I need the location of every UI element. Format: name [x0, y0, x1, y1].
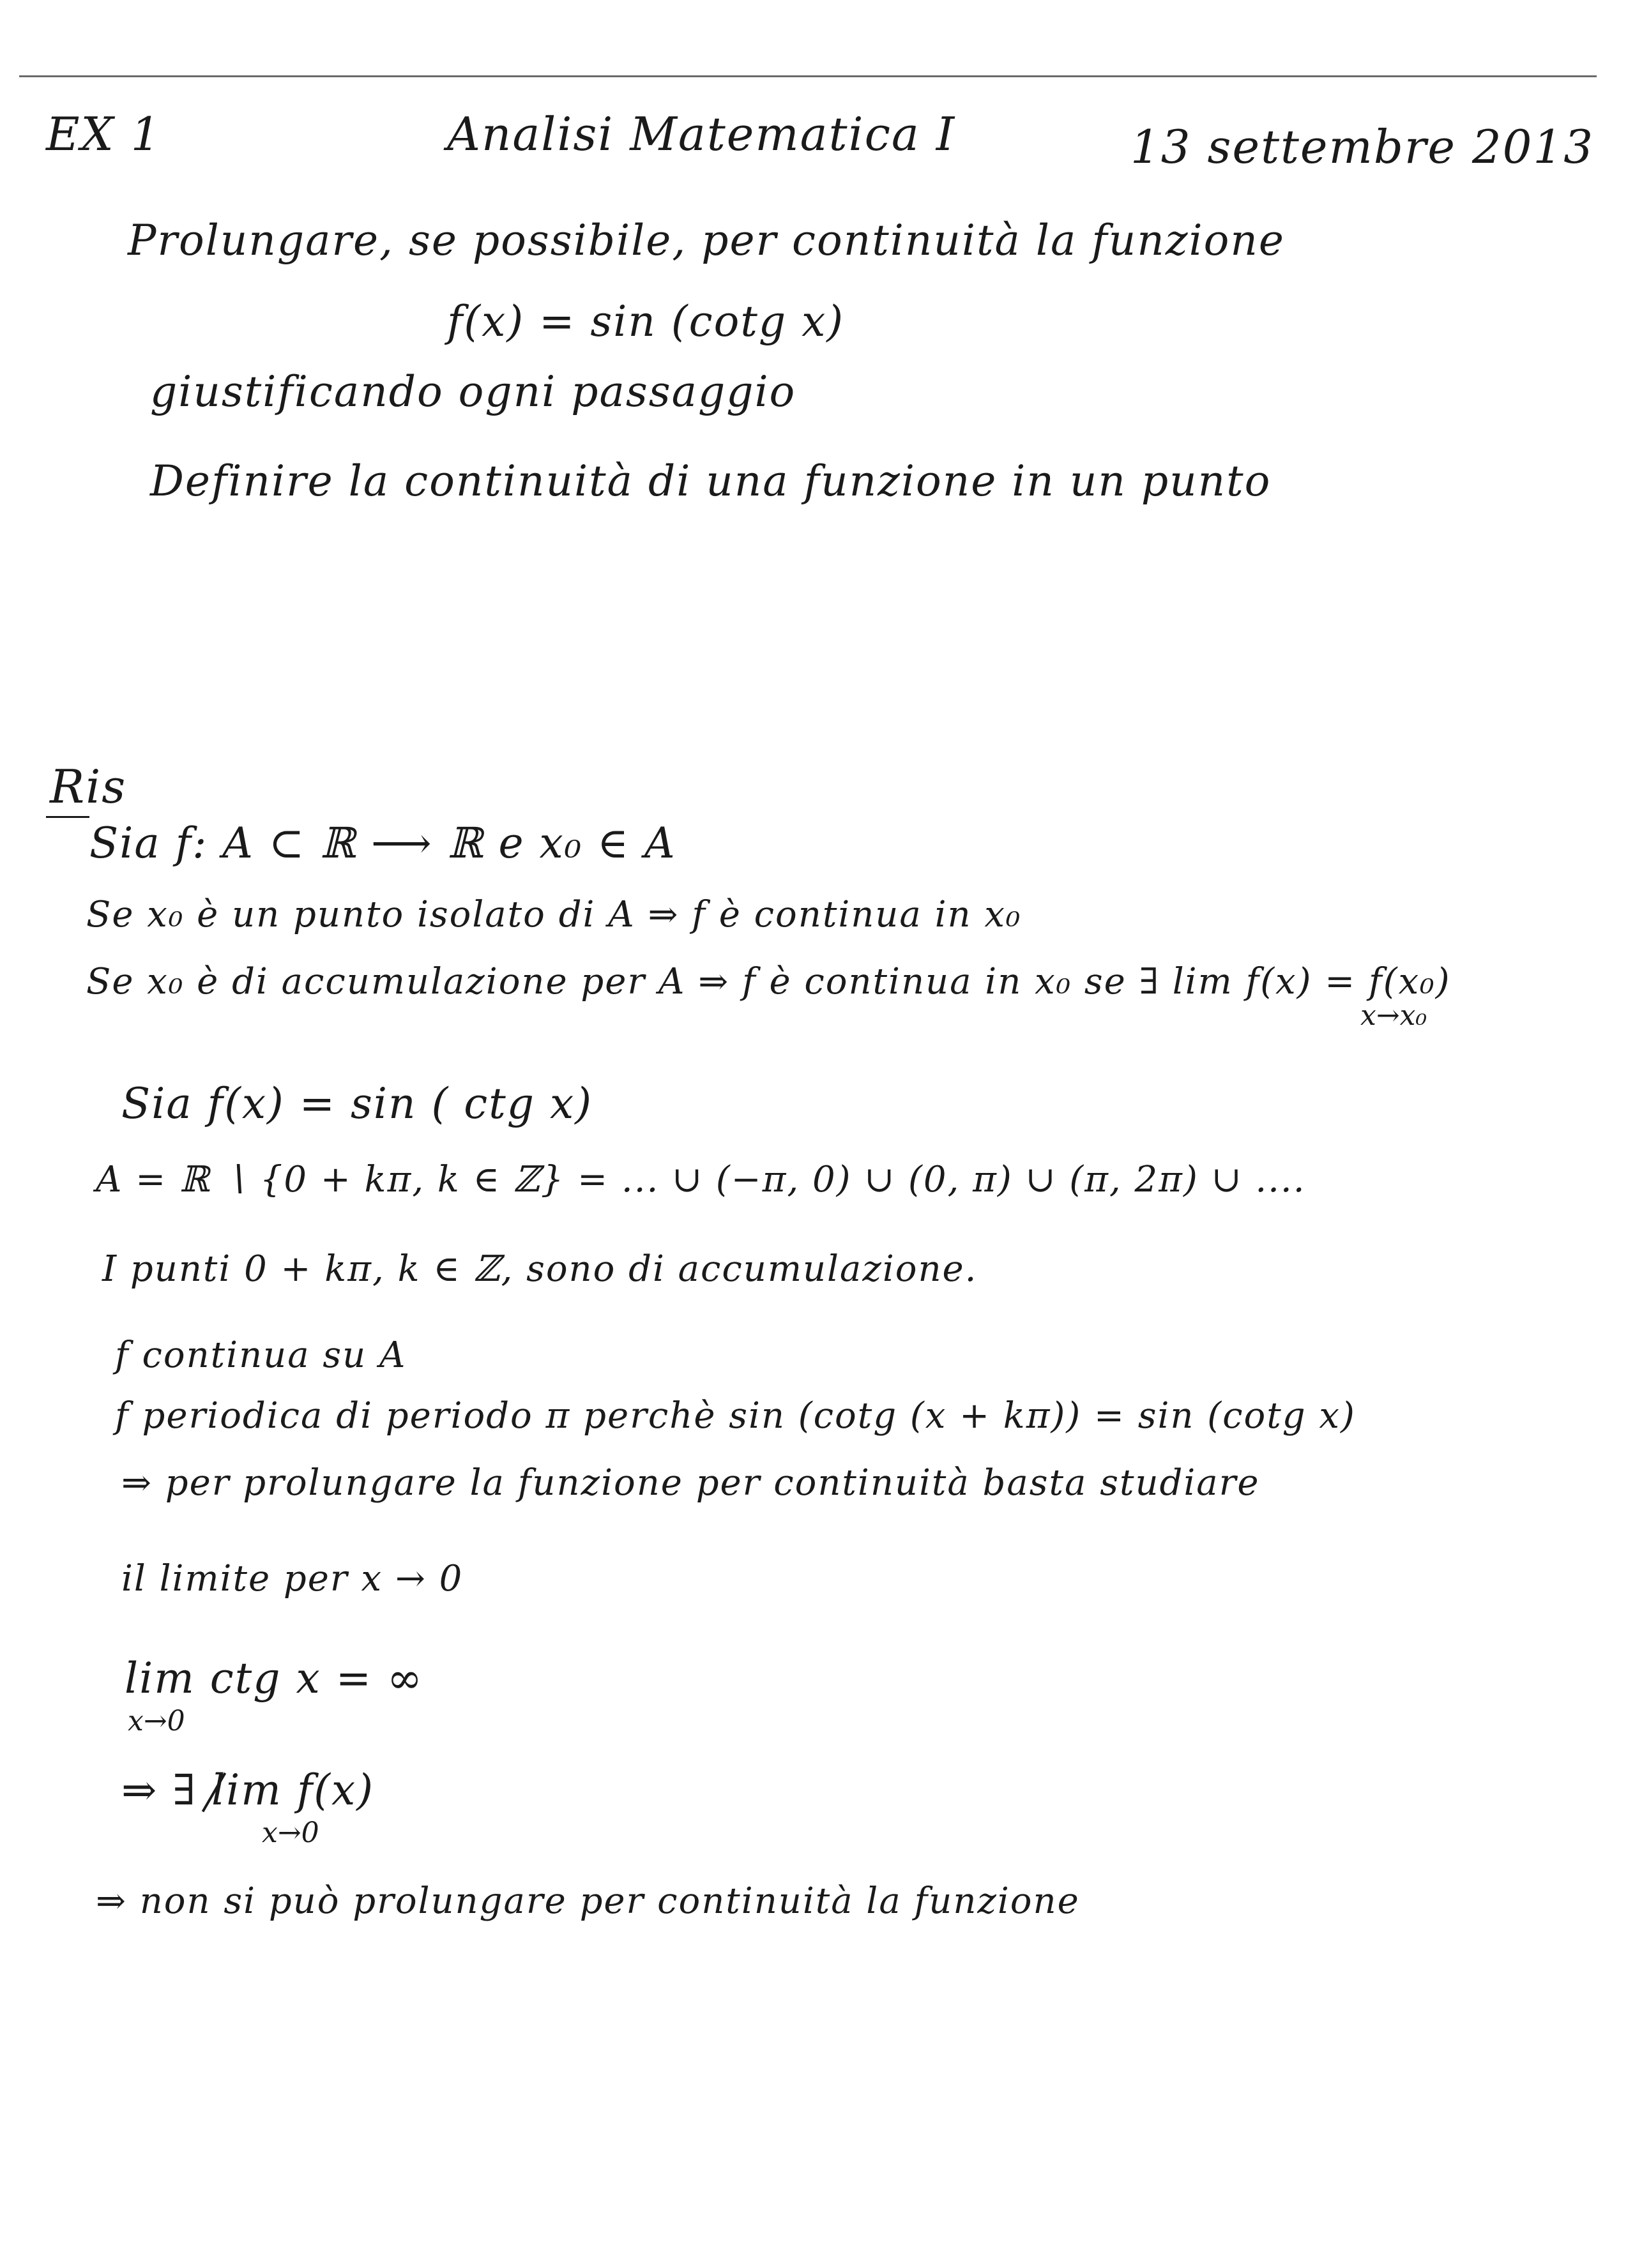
- nonexistent-limit: ⇒ ∃ lim f(x): [121, 1765, 374, 1815]
- reduction-statement: ⇒ per prolungare la funzione per continuità basta studiare: [121, 1462, 1260, 1504]
- accumulation-points: I punti 0 + kπ, k ∈ ℤ, sono di accumulazione.: [102, 1248, 978, 1290]
- ctg-limit: lim ctg x = ∞: [125, 1654, 423, 1703]
- solution-heading: Ris: [50, 760, 127, 813]
- periodicity-statement: f periodica di periodo π perchè sin (cotg (x + kπ)) = sin (cotg x): [115, 1395, 1356, 1437]
- top-rule: [19, 75, 1597, 77]
- problem-statement-line: Prolungare, se possibile, per continuità la funzione: [128, 216, 1285, 265]
- accumulation-point-case: Se x₀ è di accumulazione per A ⇒ f è continua in x₀ se ∃ lim f(x) = f(x₀): [86, 961, 1451, 1002]
- set-definition: Sia f: A ⊂ ℝ ⟶ ℝ e x₀ ∈ A: [89, 819, 676, 868]
- problem-definition-request: Definire la continuità di una funzione in un punto: [150, 457, 1272, 506]
- ctg-limit-subscript: x→0: [128, 1705, 185, 1737]
- limit-subscript: x→x₀: [1360, 999, 1427, 1032]
- nonexistent-limit-subscript: x→0: [262, 1817, 319, 1849]
- problem-instruction: giustificando ogni passaggio: [150, 367, 796, 416]
- function-definition: Sia f(x) = sin ( ctg x): [121, 1079, 593, 1128]
- exam-date: 13 settembre 2013: [1130, 120, 1595, 174]
- domain-definition: A = ℝ ∖ {0 + kπ, k ∈ ℤ} = ... ∪ (−π, 0) ∪ (0, π) ∪ (π, 2π) ∪ ....: [96, 1159, 1306, 1200]
- heading-underline: [46, 816, 89, 818]
- course-title: Analisi Matematica I: [447, 107, 956, 161]
- exercise-label: EX 1: [46, 107, 162, 161]
- continuity-on-domain: f continua su A: [115, 1334, 407, 1376]
- problem-formula: f(x) = sin (cotg x): [447, 297, 845, 346]
- limit-intro: il limite per x → 0: [121, 1558, 464, 1599]
- isolated-point-case: Se x₀ è un punto isolato di A ⇒ f è continua in x₀: [86, 894, 1022, 935]
- conclusion: ⇒ non si può prolungare per continuità la funzione: [96, 1880, 1080, 1922]
